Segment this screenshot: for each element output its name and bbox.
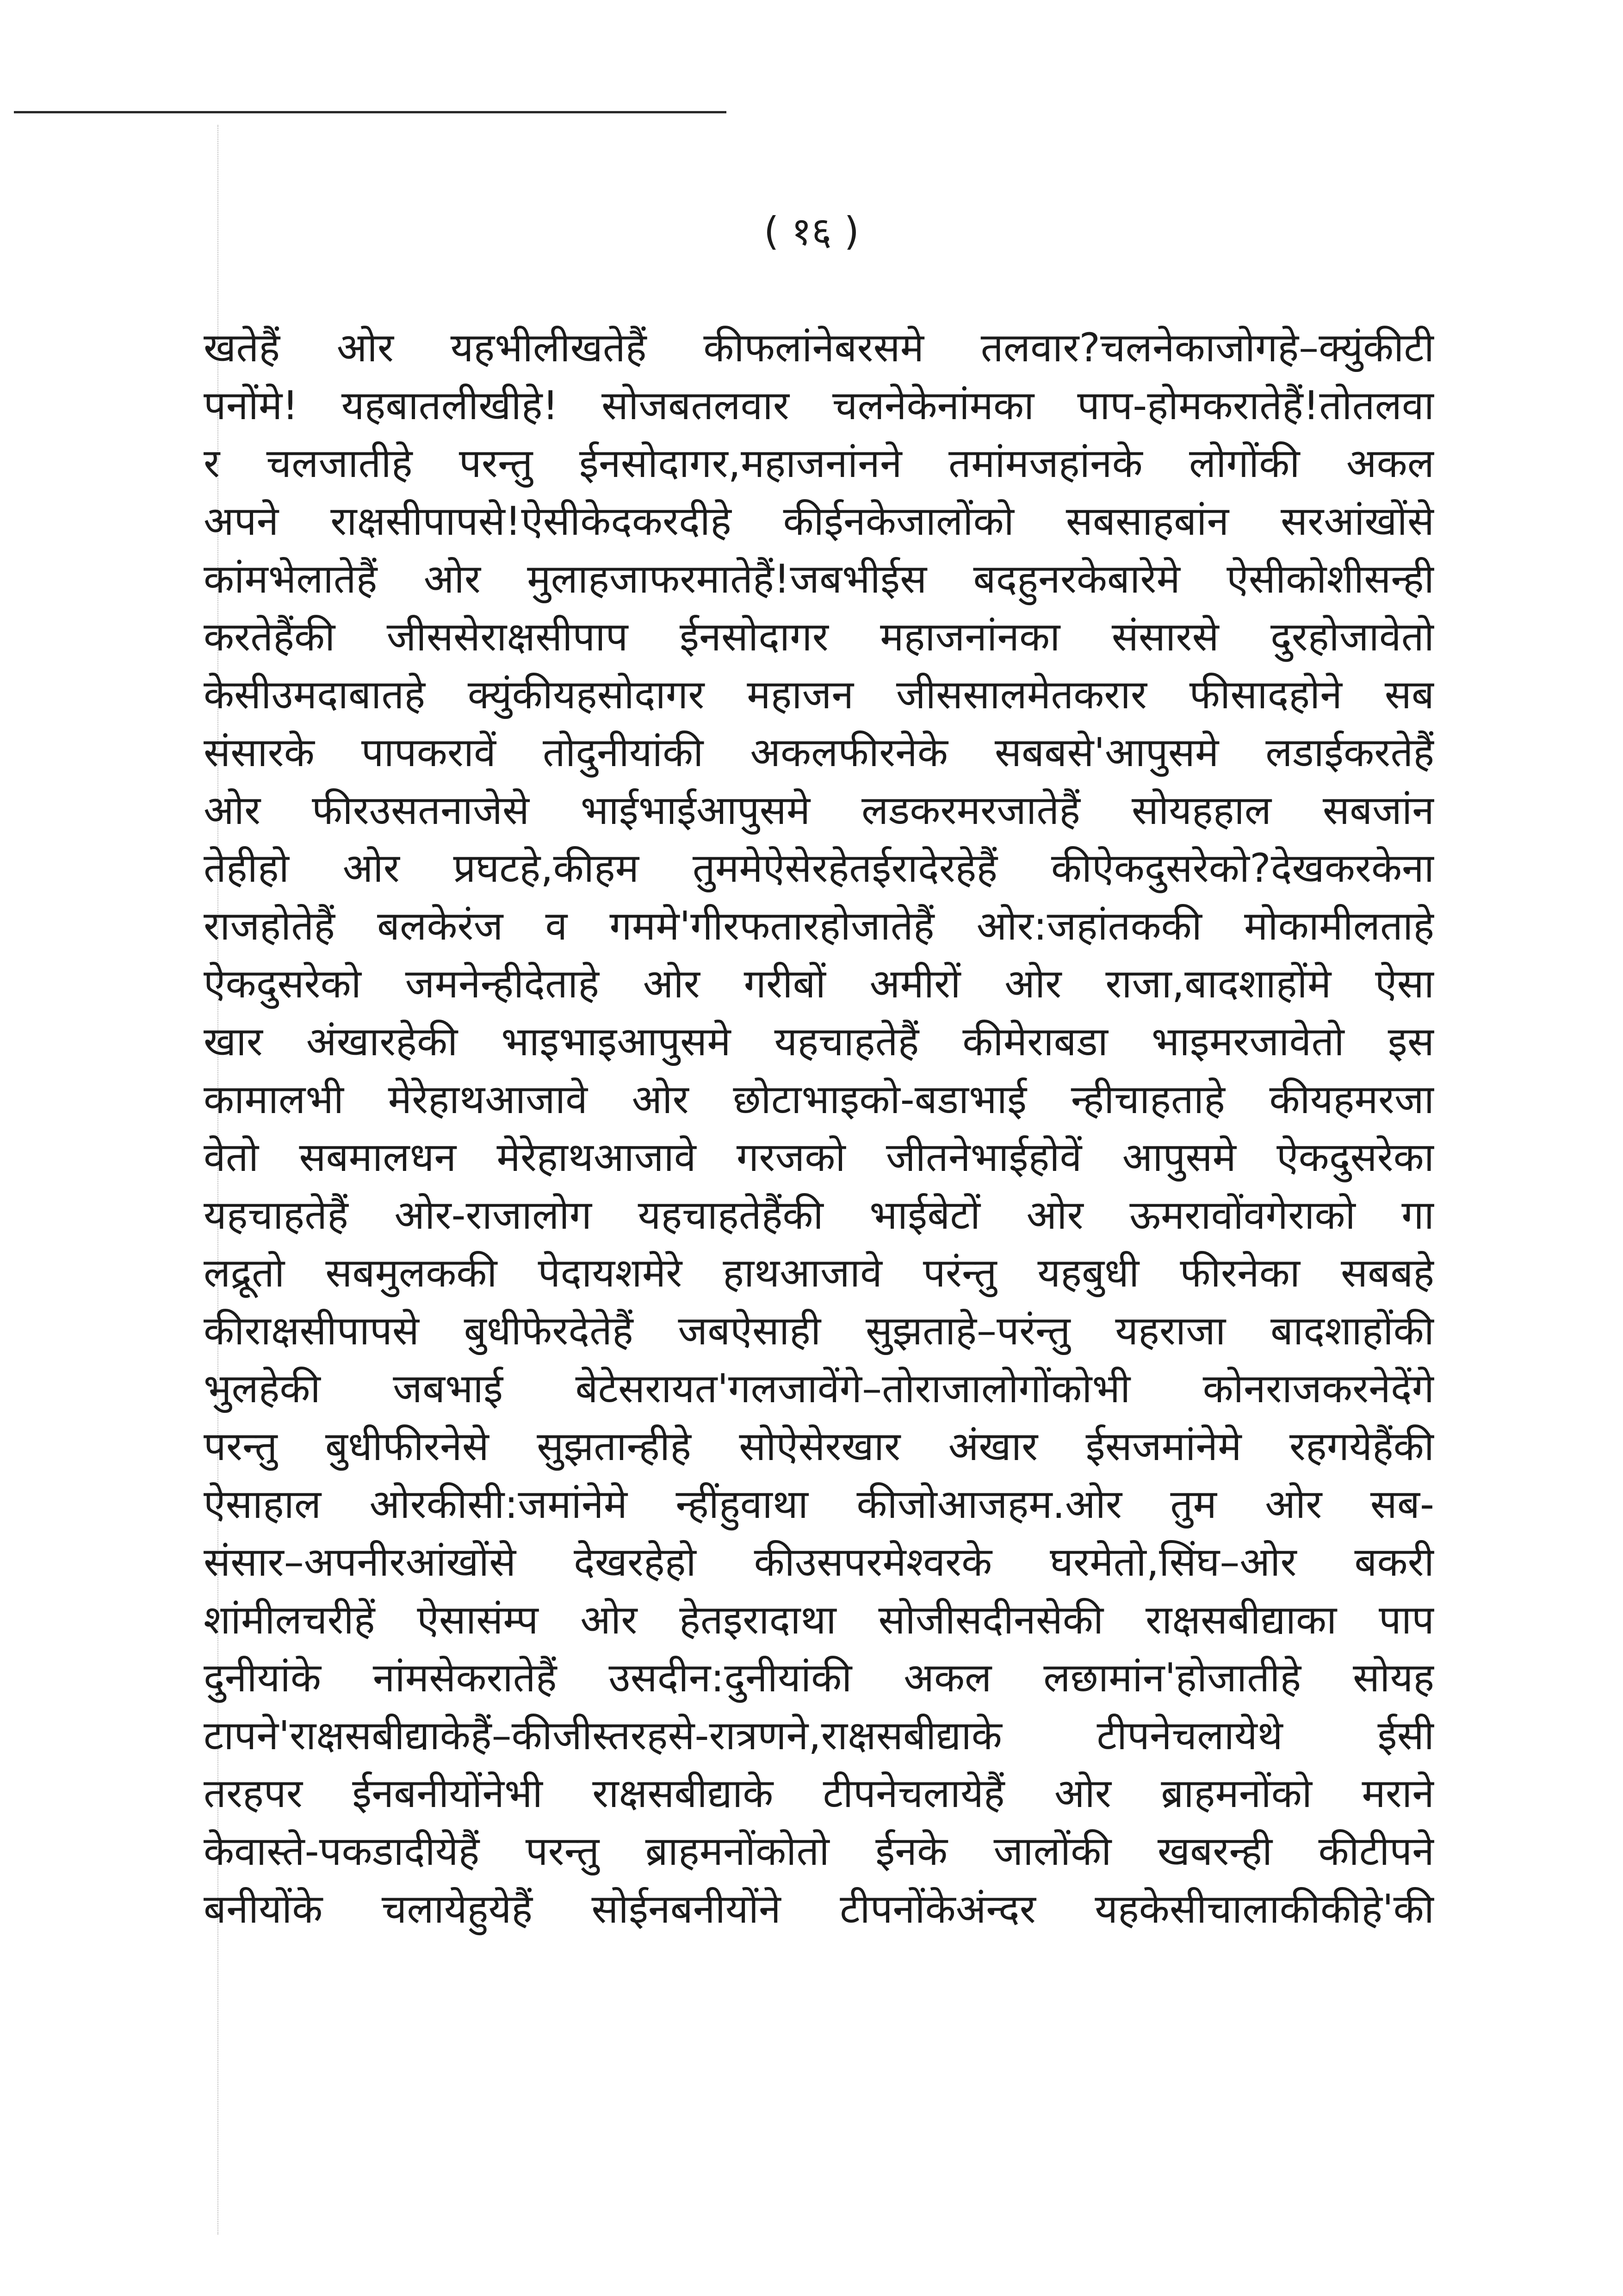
text-line: केवास्ते-पकडादीयेहैं परन्तु ब्राहमनोंकोतो ईनके जालोंकी खबरन्ही कीटीपने: [204, 1828, 1434, 1875]
text-line: कांमभेलातेहैं ओर मुलाहजाफरमातेहैं!जबभीईस बदहुनरकेबारेमे ऐसीकोशीसन्ही: [204, 556, 1434, 602]
text-line: संसार–अपनीरआंखोंसे देखरहेहो कीउसपरमेश्वरके घरमेतो,सिंघ–ओर बकरी: [204, 1539, 1434, 1585]
text-line: ऐकदुसरेको जमनेन्हीदेताहे ओर गरीबों अमीरों ओर राजा,बादशाहोंमे ऐसा: [204, 961, 1434, 1007]
text-line: केसीउमदाबातहे क्युंकीयहसोदागर महाजन जीससालमेतकरार फीसादहोने सब: [204, 672, 1434, 718]
text-line: शांमीलचरीहें ऐसासंम्प ओर हेतइरादाथा सोजीसदीनसेकी राक्षसबीद्याका पाप: [204, 1597, 1434, 1643]
text-line: दुनीयांके नांमसेकरातेहैं उसदीन:दुनीयांकी अकल लछामांन'होजातीहे सोयह: [204, 1655, 1434, 1701]
text-line: र चलजातीहे परन्तु ईनसोदागर,महाजनांनने तमांमजहांनके लोगोंकी अकल: [204, 440, 1434, 487]
top-rule: [14, 111, 726, 113]
body-text: [204, 319, 1434, 1938]
text-line: वेतो सबमालधन मेरेहाथआजावे गरजको जीतनेभाईहोवें आपुसमे ऐकदुसरेका: [204, 1134, 1434, 1181]
text-line: ओर फीरउसतनाजेसे भाईभाईआपुसमे लडकरमरजातेहैं सोयहहाल सबजांन: [204, 787, 1434, 834]
text-line: कामालभी मेरेहाथआजावे ओर छोटाभाइको-बडाभाई न्हीचाहताहे कीयहमरजा: [204, 1077, 1434, 1123]
text-line: लद्रूतो सबमुलककी पेदायशमेरे हाथआजावे परंन्तु यहबुधी फीरनेका सबबहे: [204, 1250, 1434, 1296]
text-line: टापने'राक्षसबीद्याकेहैं–कीजीस्तरहसे-रात्रणने,राक्षसबीद्याके टीपनेचलायेथे ईसी: [204, 1713, 1434, 1759]
text-line: तरहपर ईनबनीयोंनेभी राक्षसबीद्याके टीपनेचलायेहैं ओर ब्राहमनोंको मराने: [204, 1770, 1434, 1817]
text-line: संसारके पापकरावें तोदुनीयांकी अकलफीरनेके सबबसे'आपुसमे लडाईकरतेहैं: [204, 730, 1434, 776]
text-line: बनीयोंके चलायेहुयेहैं सोईनबनीयोंने टीपनोंकेअंन्दर यहकेसीचालाकीकीहे'की: [204, 1886, 1434, 1932]
text-line: राजहोतेहैं बलकेरंज व गममे'गीरफतारहोजातेहैं ओर:जहांतककी मोकामीलताहे: [204, 903, 1434, 949]
text-line: खार अंखारहेकी भाइभाइआपुसमे यहचाहतेहैं कीमेराबडा भाइमरजावेतो इस: [204, 1019, 1434, 1065]
text-line: परन्तु बुधीफीरनेसे सुझतान्हीहे सोऐसेरखार अंखार ईसजमांनेमे रहगयेहैंकी: [204, 1423, 1434, 1470]
text-line: करतेहैंकी जीससेराक्षसीपाप ईनसोदागर महाजनांनका संसारसे दुरहोजावेतो: [204, 614, 1434, 660]
text-line: भुलहेकी जबभाई बेटेसरायत'गलजावेंगे–तोराजालोगोंकोभी कोनराजकरनेदेंगे: [204, 1366, 1434, 1412]
text-line: तेहीहो ओर प्रघटहे,कीहम तुममेऐसेरहेतईरादेरहेहैं कीऐकदुसरेको?देखकरकेना: [204, 845, 1434, 891]
text-line: अपने राक्षसीपापसे!ऐसीकेदकरदीहे कीईनकेजालोंको सबसाहबांन सरआंखोंसे: [204, 498, 1434, 545]
text-line: खतेहैं ओर यहभीलीखतेहैं कीफलांनेबरसमे तलवार?चलनेकाजोगहे–क्युंकीटी: [204, 325, 1434, 371]
text-line: पनोंमे! यहबातलीखीहे! सोजबतलवार चलनेकेनांमका पाप-होमकरातेहैं!तोतलवा: [204, 383, 1434, 429]
page-number: ( १६ ): [763, 209, 860, 254]
text-line: यहचाहतेहैं ओर-राजालोग यहचाहतेहैंकी भाईबेटों ओर ऊमरावोंवगेराको गा: [204, 1192, 1434, 1238]
text-line: ऐसाहाल ओरकीसी:जमांनेमे न्हींहुवाथा कीजोआजहम.ओर तुम ओर सब-: [204, 1481, 1434, 1528]
text-line: कीराक्षसीपापसे बुधीफेरदेतेहैं जबऐसाही सुझताहे–परंन्तु यहराजा बादशाहोंकी: [204, 1308, 1434, 1354]
